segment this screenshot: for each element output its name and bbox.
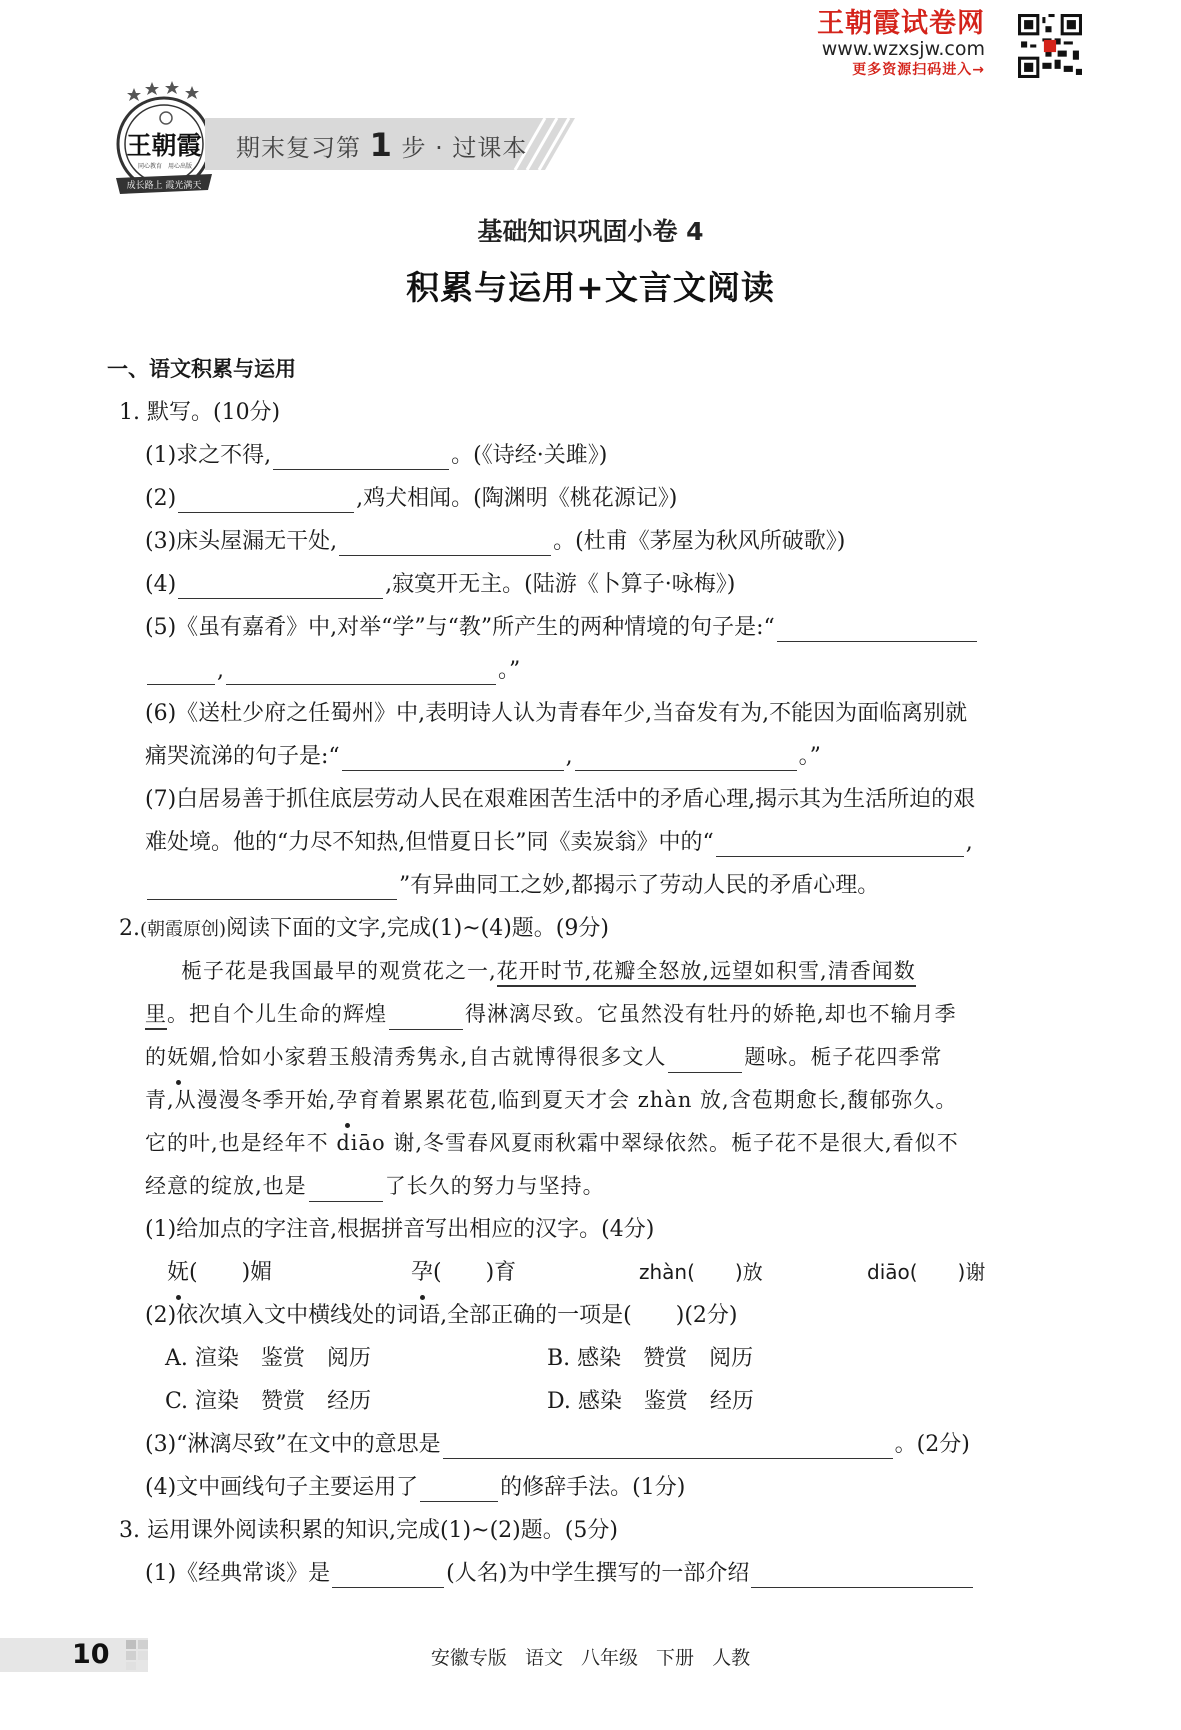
answer-blank[interactable] [147, 872, 397, 900]
page-number: 10 [72, 1639, 110, 1670]
q1-item-7c: ”有异曲同工之妙,都揭示了劳动人民的矛盾心理。 [105, 864, 1071, 907]
answer-blank[interactable] [751, 1560, 973, 1588]
q2-options-row [105, 1380, 1071, 1423]
q2-sub4: (4)文中画线句子主要运用了 的修辞手法。(1分) [145, 1475, 686, 1500]
answer-blank[interactable] [273, 442, 449, 470]
svg-text:成长路上 霞光满天: 成长路上 霞光满天 [126, 181, 202, 191]
section-heading: 一、语文积累与运用 [107, 357, 296, 381]
answer-blank[interactable] [339, 528, 551, 556]
passage-line: 青,从漫漫冬季开始,孕育着累累花苞,临到夏天才会 zhàn 放,含苞期愈长,馥郁弥久。 [105, 1079, 1071, 1122]
brand-slogan: 更多资源扫码进入→ [852, 62, 985, 78]
passage-line: 经意的绽放,也是 了长久的努力与坚持。 [105, 1165, 1071, 1208]
svg-text:用心出版: 用心出版 [167, 163, 193, 170]
banner-text: 期末复习第 1 步 · 过课本 [236, 126, 528, 164]
passage-line: 栀子花是我国最早的观赏花之一,花开时节,花瓣全怒放,远望如积雪,清香闻数 [105, 950, 1071, 993]
option-a[interactable]: A. 渲染 鉴赏 阅历 [165, 1346, 371, 1371]
pinyin-item: 孕( )育 [411, 1251, 639, 1294]
svg-text:同心教育: 同心教育 [137, 163, 163, 170]
brand-logo [108, 78, 220, 202]
answer-blank[interactable] [716, 829, 964, 857]
q1-item-2: (2) ,鸡犬相闻。(陶渊明《桃花源记》) [145, 486, 678, 511]
qr-code-icon [1018, 14, 1082, 78]
svg-text:王朝霞: 王朝霞 [126, 131, 202, 160]
dotted-char: 妩 [167, 1036, 189, 1079]
q3-stem: 3. 运用课外阅读积累的知识,完成(1)~(2)题。(5分) [119, 1518, 618, 1543]
pinyin-item: zhàn( )放 [639, 1260, 763, 1284]
answer-blank[interactable] [668, 1045, 742, 1073]
q2-sub2: (2)依次填入文中横线处的词语,全部正确的一项是( )(2分) [145, 1303, 738, 1328]
original-tag: (朝霞原创) [140, 919, 227, 940]
q2-stem: 2.(朝霞原创)阅读下面的文字,完成(1)~(4)题。(9分) [119, 916, 609, 941]
brand-url: www.wzxsjw.com [821, 38, 985, 60]
footer-edition: 安徽专版 语文 八年级 下册 人教 [430, 1647, 751, 1669]
q1-item-3: (3)床头屋漏无干处, 。(杜甫《茅屋为秋风所破歌》) [145, 529, 846, 554]
answer-blank[interactable] [443, 1431, 893, 1459]
page-title: 积累与运用+文言文阅读 [406, 268, 775, 307]
q1-item-4: (4) ,寂寞开无主。(陆游《卜算子·咏梅》) [145, 572, 736, 597]
answer-blank[interactable] [309, 1174, 383, 1202]
answer-blank[interactable] [389, 1002, 463, 1030]
answer-blank[interactable] [178, 571, 383, 599]
answer-blank[interactable] [342, 743, 564, 771]
passage-line: 它的叶,也是经年不 diāo 谢,冬雪春风夏雨秋霜中翠绿依然。栀子花不是很大,看似不 [145, 1131, 959, 1155]
answer-blank[interactable] [777, 614, 977, 642]
option-b[interactable]: B. 感染 赞赏 阅历 [547, 1346, 754, 1371]
passage-line: 的妩媚,恰如小家碧玉般清秀隽永,自古就博得很多文人 题咏。栀子花四季常 [105, 1036, 1071, 1079]
q2-sub1: (1)给加点的字注音,根据拼音写出相应的汉字。(4分) [145, 1217, 655, 1242]
answer-blank[interactable] [575, 743, 797, 771]
q1-stem: 1. 默写。(10分) [119, 400, 281, 425]
dotted-char: 孕 [336, 1079, 358, 1122]
answer-blank[interactable] [178, 485, 354, 513]
q2-sub3: (3)“淋漓尽致”在文中的意思是 。(2分) [145, 1432, 970, 1457]
option-d[interactable]: D. 感染 鉴赏 经历 [547, 1389, 754, 1414]
answer-blank[interactable] [147, 657, 215, 685]
q2-sub1-words [105, 1251, 1071, 1294]
q1-item-5a: (5)《虽有嘉肴》中,对举“学”与“教”所产生的两种情境的句子是:“ [105, 606, 1071, 649]
underlined-sentence: 里 [145, 1002, 167, 1030]
q2-options-row [105, 1337, 1071, 1380]
q1-item-6b: 痛哭流涕的句子是:“ , 。” [145, 744, 821, 769]
q1-item-5b: , 。” [105, 649, 1071, 692]
pinyin-item: 妩( )媚 [167, 1251, 411, 1294]
q1-item-6a: (6)《送杜少府之任蜀州》中,表明诗人认为青春年少,当奋发有为,不能因为面临离别就 [145, 701, 968, 726]
passage-line: 里。把自个儿生命的辉煌 得淋漓尽致。它虽然没有牡丹的娇艳,却也不输月季 [105, 993, 1071, 1036]
underlined-sentence: 花开时节,花瓣全怒放,远望如积雪,清香闻数 [497, 959, 916, 987]
answer-blank[interactable] [332, 1560, 444, 1588]
answer-blank[interactable] [226, 657, 496, 685]
q1-item-7a: (7)白居易善于抓住底层劳动人民在艰难困苦生活中的矛盾心理,揭示其为生活所迫的艰 [145, 787, 976, 812]
brand-block [817, 10, 985, 77]
answer-blank[interactable] [420, 1474, 498, 1502]
q3-sub1: (1)《经典常谈》是 (人名)为中学生撰写的一部介绍 [105, 1552, 1071, 1595]
page-subtitle: 基础知识巩固小卷 4 [477, 217, 704, 246]
brand-title: 王朝霞试卷网 [817, 8, 985, 39]
pinyin-item: diāo( )谢 [867, 1260, 986, 1284]
q1-item-7b: 难处境。他的“力尽不知热,但惜夏日长”同《卖炭翁》中的“ , [145, 830, 973, 855]
option-c[interactable]: C. 渲染 赞赏 经历 [165, 1389, 372, 1414]
q1-item-1: (1)求之不得, 。(《诗经·关雎》) [145, 443, 608, 468]
exam-content [105, 348, 1071, 1595]
